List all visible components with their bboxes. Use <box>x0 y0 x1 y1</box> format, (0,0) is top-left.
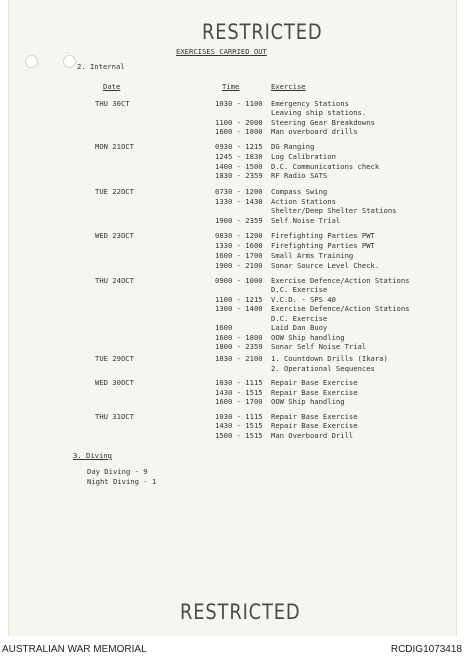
entry-exercise: Self Noise Trial <box>271 216 341 225</box>
entry-time: 1400 - 1500 <box>215 162 263 171</box>
entry-time: 1600 - 1800 <box>215 127 263 136</box>
entry-exercise: Action Stations <box>271 197 336 206</box>
entry-time: 1600 - 1800 <box>215 333 263 342</box>
entry-time: 1030 - 1100 <box>215 99 263 108</box>
entry-exercise: DG Ranging <box>271 142 315 151</box>
entry-exercise: Exercise Defence/Action Stations <box>271 304 410 313</box>
entry-exercise: 1. Countdown Drills (Ikara) <box>271 354 388 363</box>
entry-time: 1330 - 1430 <box>215 197 263 206</box>
entry-date: MON 21OCT <box>95 142 134 151</box>
diving-line: Night Diving - 1 <box>87 477 157 486</box>
entry-exercise: Exercise Defence/Action Stations <box>271 276 410 285</box>
entry-time: 0730 - 1200 <box>215 187 263 196</box>
entry-date: THU 31OCT <box>95 412 134 421</box>
column-header-time: Time <box>222 82 240 91</box>
page-heading: EXERCISES CARRIED OUT <box>176 47 267 56</box>
section-internal-label: 2. Internal <box>77 62 125 71</box>
entry-exercise: D.C. Communications check <box>271 162 380 171</box>
entry-time: 1900 - 2359 <box>215 216 263 225</box>
entry-time: 1100 - 2000 <box>215 118 263 127</box>
entry-time: 1600 - 1700 <box>215 251 263 260</box>
restricted-stamp-top: RESTRICTED <box>202 20 323 44</box>
entry-exercise: Sonar Source Level Check. <box>271 261 380 270</box>
column-header-date: Date <box>103 82 121 91</box>
entry-exercise: 2. Operational Sequences <box>271 364 375 373</box>
entry-time: 1600 - 1700 <box>215 397 263 406</box>
entry-time: 1830 - 2359 <box>215 171 263 180</box>
entry-time: 1430 - 1515 <box>215 388 263 397</box>
entry-exercise: V.C.D. - SPS 40 <box>271 295 336 304</box>
entry-time: 1430 - 1515 <box>215 421 263 430</box>
entry-exercise: Sonar Self Noise Trial <box>271 342 367 351</box>
entry-exercise: D.C. Exercise <box>271 314 328 323</box>
entry-time: 1830 - 2100 <box>215 354 263 363</box>
archive-footer <box>0 636 466 666</box>
entry-exercise: Man Overboard Drill <box>271 431 354 440</box>
entry-time: 1500 - 1515 <box>215 431 263 440</box>
entry-time: 0900 - 1000 <box>215 276 263 285</box>
entry-date: WED 30OCT <box>95 378 134 387</box>
column-header-exercise: Exercise <box>271 82 306 91</box>
section-internal-title <box>77 62 125 71</box>
entry-time: 1800 - 2359 <box>215 342 263 351</box>
document-page <box>8 0 457 636</box>
entry-date: THU 24OCT <box>95 276 134 285</box>
entry-time: 0930 - 1215 <box>215 142 263 151</box>
entry-date: TUE 29OCT <box>95 354 134 363</box>
archive-name: AUSTRALIAN WAR MEMORIAL <box>2 644 147 655</box>
entry-exercise: Laid Dan Buoy <box>271 323 328 332</box>
punch-hole-right <box>63 55 76 68</box>
entry-time: 1100 - 1215 <box>215 295 263 304</box>
entry-time: 1900 - 2100 <box>215 261 263 270</box>
entry-exercise: Shelter/Deep Shelter Stations <box>271 206 397 215</box>
entry-exercise: Emergency Stations <box>271 99 349 108</box>
entry-exercise: Firefighting Parties PWT <box>271 241 375 250</box>
entry-exercise: Firefighting Parties PWT <box>271 231 375 240</box>
entry-exercise: Repair Base Exercise <box>271 388 358 397</box>
entry-time: 1600 <box>215 323 233 332</box>
entry-exercise: Leaving ship stations. <box>271 108 367 117</box>
entry-exercise: Log Calibration <box>271 152 336 161</box>
diving-line: Day Diving - 9 <box>87 467 148 476</box>
entry-time: 1245 - 1830 <box>215 152 263 161</box>
entry-date: TUE 22OCT <box>95 187 134 196</box>
entry-time: 1030 - 1115 <box>215 412 263 421</box>
entry-exercise: Compass Swing <box>271 187 328 196</box>
archive-reference: RCDIG1073418 <box>390 644 462 655</box>
entry-time: 1330 - 1600 <box>215 241 263 250</box>
entry-exercise: Repair Base Exercise <box>271 421 358 430</box>
entry-date: WED 23OCT <box>95 231 134 240</box>
entry-exercise: D.C. Exercise <box>271 285 328 294</box>
entry-exercise: Repair Base Exercise <box>271 378 358 387</box>
entry-exercise: OOW Ship handling <box>271 333 345 342</box>
entry-date: THU 30CT <box>95 99 130 108</box>
entry-exercise: OOW Ship handling <box>271 397 345 406</box>
entry-exercise: Steering Gear Breakdowns <box>271 118 375 127</box>
entry-exercise: Man overboard drills <box>271 127 358 136</box>
entry-exercise: Small Arms Training <box>271 251 354 260</box>
entry-exercise: RF Radio SATS <box>271 171 328 180</box>
punch-hole-left <box>25 55 38 68</box>
entry-exercise: Repair Base Exercise <box>271 412 358 421</box>
section-diving-title: 3. Diving <box>73 451 112 460</box>
entry-time: 1300 - 1400 <box>215 304 263 313</box>
restricted-stamp-bottom: RESTRICTED <box>180 600 301 624</box>
entry-time: 1030 - 1115 <box>215 378 263 387</box>
entry-time: 0830 - 1200 <box>215 231 263 240</box>
